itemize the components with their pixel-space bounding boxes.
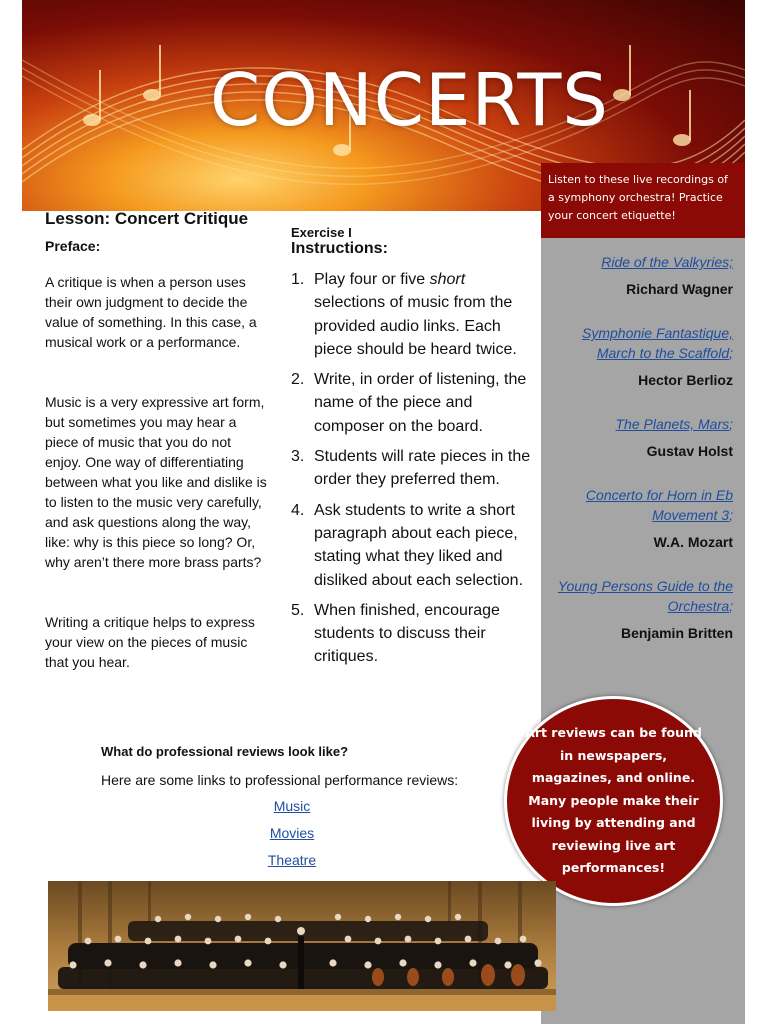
instruction-step: 1. Play four or five short selections of music from the provided audio links. Each piece should be heard twice.	[291, 271, 517, 358]
instructions-heading: Instructions:	[291, 240, 388, 257]
recording-item: Concerto for Horn in Eb Movement 3; W.A. Mozart	[545, 485, 733, 552]
composer-name: Hector Berlioz	[638, 372, 733, 388]
sidebar-intro: Listen to these live recordings of a symphony orchestra! Practice your concert etiquette!	[541, 163, 745, 238]
lesson-title: Lesson: Concert Critique	[45, 209, 249, 228]
lesson-column	[45, 208, 270, 712]
recording-link[interactable]: Young Persons Guide to the	[557, 578, 733, 594]
composer-name: Benjamin Britten	[620, 625, 733, 641]
instruction-step: 4. Ask students to write a short paragraph about each piece, stating what they liked and disliked about each selection.	[291, 501, 524, 589]
review-links	[232, 796, 352, 877]
lesson-paragraph: Music is a very expressive art form, but sometimes you may hear a piece of music that you do not enjoy. One way of differentiating between what you like and dislike is to listen to the music very carefully, and ask questions along the way, like: why is this piece so long? Or, why aren’t there more brass parts?	[45, 394, 267, 570]
callout-circle	[504, 696, 723, 906]
recordings-list	[545, 252, 733, 667]
lesson-paragraph: Writing a critique helps to express your view on the pieces of music that you hear.	[45, 614, 255, 670]
preface-heading: Preface:	[45, 238, 101, 254]
movies-review-link[interactable]: Movies	[269, 825, 315, 841]
recording-link[interactable]: Ride of the Valkyries;	[601, 254, 733, 270]
reviews-section	[101, 742, 501, 790]
recording-link[interactable]: Orchestra	[667, 598, 730, 614]
exercise-column	[291, 226, 531, 676]
music-review-link[interactable]: Music	[273, 798, 311, 814]
lesson-paragraph: A critique is when a person uses their own judgment to decide the value of something. In this case, a musical work or a performance.	[45, 274, 257, 350]
recording-link[interactable]: Concerto for Horn in Eb	[585, 487, 733, 503]
composer-name: Richard Wagner	[626, 281, 733, 297]
recording-item	[545, 252, 733, 299]
recording-link[interactable]: Movement 3	[652, 507, 730, 523]
recording-link[interactable]: The Planets, Mars	[615, 416, 730, 432]
callout-text: Art reviews can be found in newspapers, magazines, and online. Many people make their living by attending and reviewing live art performances!	[525, 725, 702, 876]
instruction-step: 5. When finished, encourage students to discuss their critiques.	[291, 601, 500, 666]
instruction-step: 3. Students will rate pieces in the order they preferred them.	[291, 448, 531, 489]
recording-item: The Planets, Mars; Gustav Holst	[545, 414, 733, 461]
composer-name: W.A. Mozart	[653, 534, 733, 550]
reviews-question: What do professional reviews look like?	[101, 744, 349, 759]
recording-item: Young Persons Guide to the Orchestra; Benjamin Britten	[545, 576, 733, 643]
instructions-list	[291, 268, 531, 669]
reviews-intro: Here are some links to professional performance reviews:	[101, 772, 459, 788]
recording-link[interactable]: March to the Scaffold	[596, 345, 730, 361]
instruction-step: 2. Write, in order of listening, the name of the piece and composer on the board.	[291, 371, 527, 435]
banner-title: CONCERTS	[209, 58, 610, 142]
orchestra-photo	[48, 881, 556, 1011]
orchestra-illustration	[48, 881, 556, 1011]
recording-link[interactable]: Symphonie Fantastique,	[582, 325, 733, 341]
exercise-label: Exercise I	[291, 225, 352, 240]
theatre-review-link[interactable]: Theatre	[267, 852, 317, 868]
composer-name: Gustav Holst	[646, 443, 733, 459]
recording-item: Symphonie Fantastique, March to the Scaffold; Hector Berlioz	[545, 323, 733, 390]
